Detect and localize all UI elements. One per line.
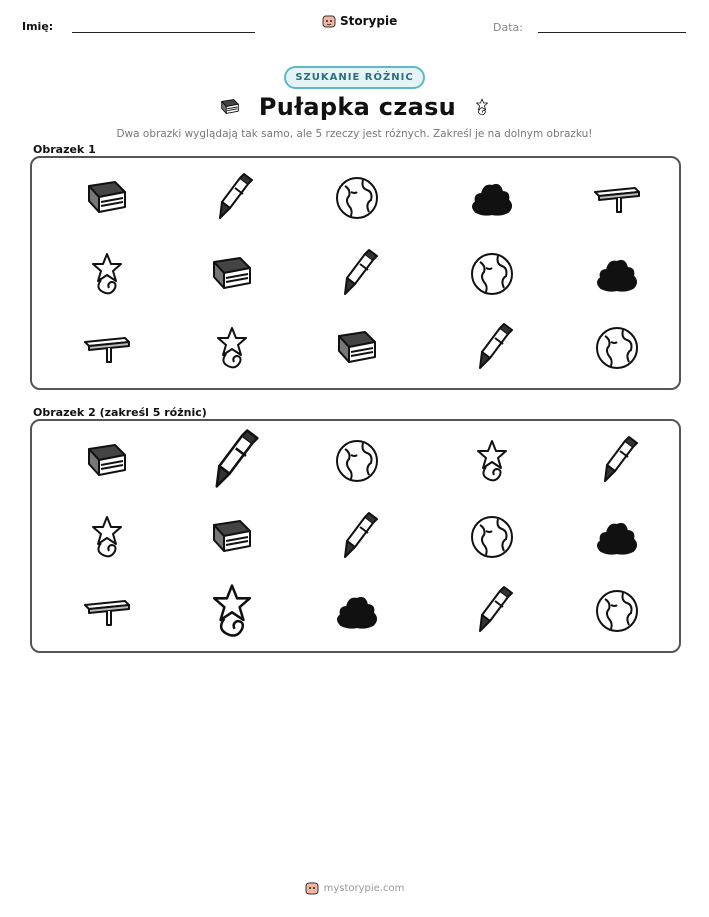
instructions: Dwa obrazki wyglądają tak samo, ale 5 rzeczy jest różnych. Zakreśl je na dolnym obrazku! [116,128,593,140]
footer [305,881,405,895]
shelf-icon [77,585,137,637]
book-icon [215,95,245,119]
pen-icon [327,248,387,300]
shelf-icon [77,322,137,374]
globe-icon[interactable] [462,511,522,563]
ink-blot-icon [587,248,647,300]
globe-icon[interactable] [587,585,647,637]
book-icon [327,322,387,374]
globe-icon [327,172,387,224]
book-icon [202,511,262,563]
shelf-icon [587,172,647,224]
pen-icon [202,172,262,224]
name-field[interactable] [72,32,255,33]
globe-icon [587,322,647,374]
globe-icon [587,322,647,374]
pen-icon [587,435,647,487]
date-field[interactable] [538,32,686,33]
book-icon[interactable] [202,511,262,563]
star-icon [202,322,262,374]
pen-icon [191,428,273,494]
book-icon [77,435,137,487]
globe-icon [462,511,522,563]
globe-icon [462,248,522,300]
shelf-icon[interactable] [77,585,137,637]
picture1-panel [30,156,681,390]
page-title: Pułapka czasu [258,93,457,121]
picture2-title: Obrazek 2 (zakreśl 5 różnic) [33,406,207,419]
book-icon [327,322,387,374]
shelf-icon [587,172,647,224]
category-badge: SZUKANIE RÓŻNIC [284,66,424,89]
footer-url: mystorypie.com [323,882,405,894]
star-icon [202,322,262,374]
brand-logo [322,14,397,28]
pen-icon[interactable] [587,435,647,487]
book-icon[interactable] [77,435,137,487]
star-icon [462,435,522,487]
pen-icon [462,585,522,637]
picture2-panel[interactable] [30,419,681,653]
pen-icon [462,322,522,374]
star-icon[interactable] [462,435,522,487]
book-icon [77,172,137,224]
name-label: Imię: [22,20,54,33]
ink-blot-icon [462,172,522,224]
pen-icon [327,248,387,300]
star-icon [77,248,137,300]
pen-icon[interactable] [327,511,387,563]
star-icon [77,248,137,300]
ink-blot-icon [462,172,522,224]
globe-icon [587,585,647,637]
star-icon[interactable] [77,511,137,563]
globe-icon [327,172,387,224]
globe-icon [462,248,522,300]
book-icon [202,248,262,300]
pen-icon[interactable] [462,585,522,637]
pen-icon [202,172,262,224]
mascot-icon [305,881,319,895]
star-icon [191,578,273,644]
book-icon [202,248,262,300]
brand-name: Storypie [340,14,398,28]
book-icon [77,172,137,224]
ink-blot-icon[interactable] [587,511,647,563]
picture1-title: Obrazek 1 [33,143,96,156]
pen-icon [462,322,522,374]
ink-blot-icon[interactable] [327,585,387,637]
ink-blot-icon [327,585,387,637]
star-icon [77,511,137,563]
star-icon [470,95,494,119]
ink-blot-icon [587,511,647,563]
date-label: Data: [493,21,523,34]
globe-icon [327,435,387,487]
globe-icon[interactable] [327,435,387,487]
ink-blot-icon [587,248,647,300]
star-icon[interactable] [191,578,273,644]
pen-icon [327,511,387,563]
mascot-icon [322,14,336,28]
pen-icon[interactable] [191,428,273,494]
shelf-icon [77,322,137,374]
